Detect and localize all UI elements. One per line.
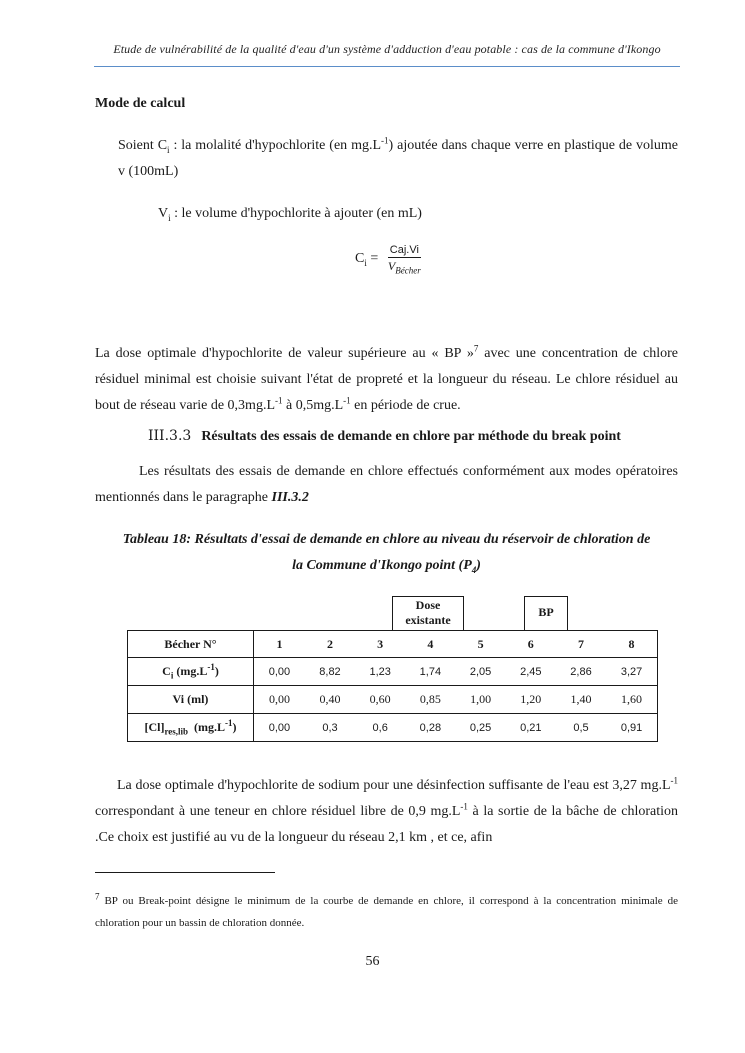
table-cell: 2 <box>326 636 333 651</box>
table-caption-line-1: Tableau 18: Résultats d'essai de demande en chlore au niveau du réservoir de chloration de <box>122 532 651 547</box>
paragraph-conclusion <box>95 773 678 851</box>
table-cell: 6 <box>527 636 534 651</box>
paragraph-conclusion-text-2: correspondant à une teneur en chlore résiduel libre de 0,9 mg.L <box>95 804 461 819</box>
formula-denominator <box>388 258 421 274</box>
table-cell: 1,60 <box>621 692 643 706</box>
table-cell: 0,00 <box>268 665 291 678</box>
table-cell: 2,86 <box>570 665 592 678</box>
table-cell: 8,82 <box>319 665 341 678</box>
table-cell: 0,00 <box>268 692 290 706</box>
table-cell: 1,00 <box>470 692 492 706</box>
row-header: Bécher N° <box>128 631 254 658</box>
paragraph-dose-text-3: à 0,5mg.L <box>282 398 344 413</box>
table-cell: 1 <box>276 636 283 651</box>
formula-numerator: Caj.Vi <box>389 244 419 256</box>
table-cell: 2,45 <box>520 665 542 678</box>
table-cell: 1,23 <box>369 665 391 678</box>
table-cell: 1,40 <box>570 692 592 706</box>
table-cell: 0,40 <box>319 692 341 706</box>
paragraph-dose-text-4: en période de crue. <box>350 398 461 413</box>
superscript: -1 <box>275 395 283 406</box>
definition-ci-text: Soient C <box>118 138 168 153</box>
footnote-text: BP ou Break-point désigne le minimum de la courbe de demande en chlore, il correspond à la concentration minimale de chloration pour un bassin de chloration donnée. <box>95 895 678 929</box>
subsection-heading <box>148 428 621 445</box>
table-cell: 0,25 <box>469 721 492 734</box>
row-header: Vi (ml) <box>128 686 254 714</box>
dose-existante-label: Dose existante <box>392 596 464 630</box>
definition-ci-text-2: : la molalité d'hypochlorite (en mg.L <box>169 138 382 153</box>
formula-equals: = <box>366 251 379 267</box>
definition-ci-subscript: i <box>167 144 170 155</box>
table-caption <box>95 527 678 579</box>
table-caption-end: ) <box>476 558 481 573</box>
table-cell: 0,6 <box>372 721 388 734</box>
table-row <box>128 631 658 658</box>
definition-ci-superscript: -1 <box>381 135 389 146</box>
definition-vi <box>158 201 422 227</box>
table-cell: 4 <box>427 636 434 651</box>
table-row <box>128 686 658 714</box>
table-cell: 0,00 <box>268 721 291 734</box>
definition-ci-text-3: ) ajoutée dans chaque verre en plastique de volume v (100mL) <box>118 138 679 179</box>
footnote <box>95 890 678 934</box>
running-header: Etude de vulnérabilité de la qualité d'eau d'un système d'adduction d'eau potable : cas de la commune d'Ikongo <box>113 42 661 56</box>
formula-denominator-text: V <box>387 259 396 273</box>
header-divider <box>94 66 680 67</box>
table-cell: 0,21 <box>520 721 542 734</box>
table-cell: 0,91 <box>620 721 643 734</box>
section-title: Mode de calcul <box>95 96 186 111</box>
footnote-divider <box>95 872 275 873</box>
footnote-reference: 7 <box>473 343 479 354</box>
table-cell: 3 <box>377 636 384 651</box>
superscript: -1 <box>460 801 468 812</box>
table-cell: 0,85 <box>419 692 441 706</box>
formula-fraction <box>388 244 421 274</box>
paragraph-dose <box>95 341 678 419</box>
table-cell: 3,27 <box>620 665 643 678</box>
formula-lhs: C <box>355 251 365 267</box>
table-caption-subscript: 4 <box>471 564 477 575</box>
footnote-marker: 7 <box>95 891 100 902</box>
paragraph-conclusion-text-3: à la sortie de la bâche de chloration .Ce choix est justifié au vu de la longueur du réseau 2,1 km , et ce, afin <box>95 804 678 845</box>
definition-ci <box>118 133 678 185</box>
paragraph-results-text: Les résultats des essais de demande en chlore effectués conformément aux modes opératoires mentionnés dans le paragraphe <box>95 464 678 505</box>
table-cell: 7 <box>577 636 584 651</box>
formula-denominator-subscript: Bécher <box>395 265 421 276</box>
table-row <box>128 658 658 686</box>
row-header: $[Cl]_{res,lib}$ $(mg.L^{-1})$ <box>128 714 254 742</box>
table-cell: 0,28 <box>419 721 442 734</box>
table-cell: 0,3 <box>322 721 338 734</box>
table-cell: 0,5 <box>573 721 589 734</box>
paragraph-conclusion-text: La dose optimale d'hypochlorite de sodium pour une désinfection suffisante de l'eau est 3,27 mg.L <box>117 778 671 793</box>
table-cell: 5 <box>477 636 484 651</box>
page-number: 56 <box>365 954 380 969</box>
superscript: -1 <box>670 775 678 786</box>
paragraph-dose-text-2: avec une concentration de chlore résiduel minimal est choisie suivant l'état de propreté et la longueur du réseau. Le chlore résiduel au bout de réseau varie de 0,3mg.L <box>95 346 678 413</box>
table-caption-line-2-text: la Commune d'Ikongo point (P <box>292 558 472 573</box>
paragraph-results <box>95 459 678 511</box>
row-header: $C_i$ $(mg.L^{-1})$ <box>128 658 254 686</box>
superscript: -1 <box>343 395 351 406</box>
definition-vi-text: V <box>158 206 169 221</box>
table-cell: 1,74 <box>419 665 442 678</box>
paragraph-dose-text: La dose optimale d'hypochlorite de valeur supérieure au « BP » <box>95 346 474 361</box>
definition-vi-subscript: i <box>168 212 171 223</box>
table-row <box>128 714 658 742</box>
subsection-title: Résultats des essais de demande en chlore par méthode du break point <box>201 429 621 444</box>
bp-label: BP <box>524 596 568 630</box>
definition-vi-text-2: : le volume d'hypochlorite à ajouter (en mL) <box>170 206 422 221</box>
results-table <box>127 630 658 742</box>
table-cell: 8 <box>628 636 635 651</box>
paragraph-reference: III.3.2 <box>271 490 309 505</box>
formula-lhs-subscript: i <box>364 258 367 269</box>
subsection-number: III.3.3 <box>148 428 192 444</box>
table-caption-line-2 <box>95 553 678 579</box>
table-cell: 2,05 <box>469 665 492 678</box>
table-cell: 0,60 <box>369 692 391 706</box>
formula <box>355 244 421 274</box>
table-cell: 1,20 <box>520 692 542 706</box>
